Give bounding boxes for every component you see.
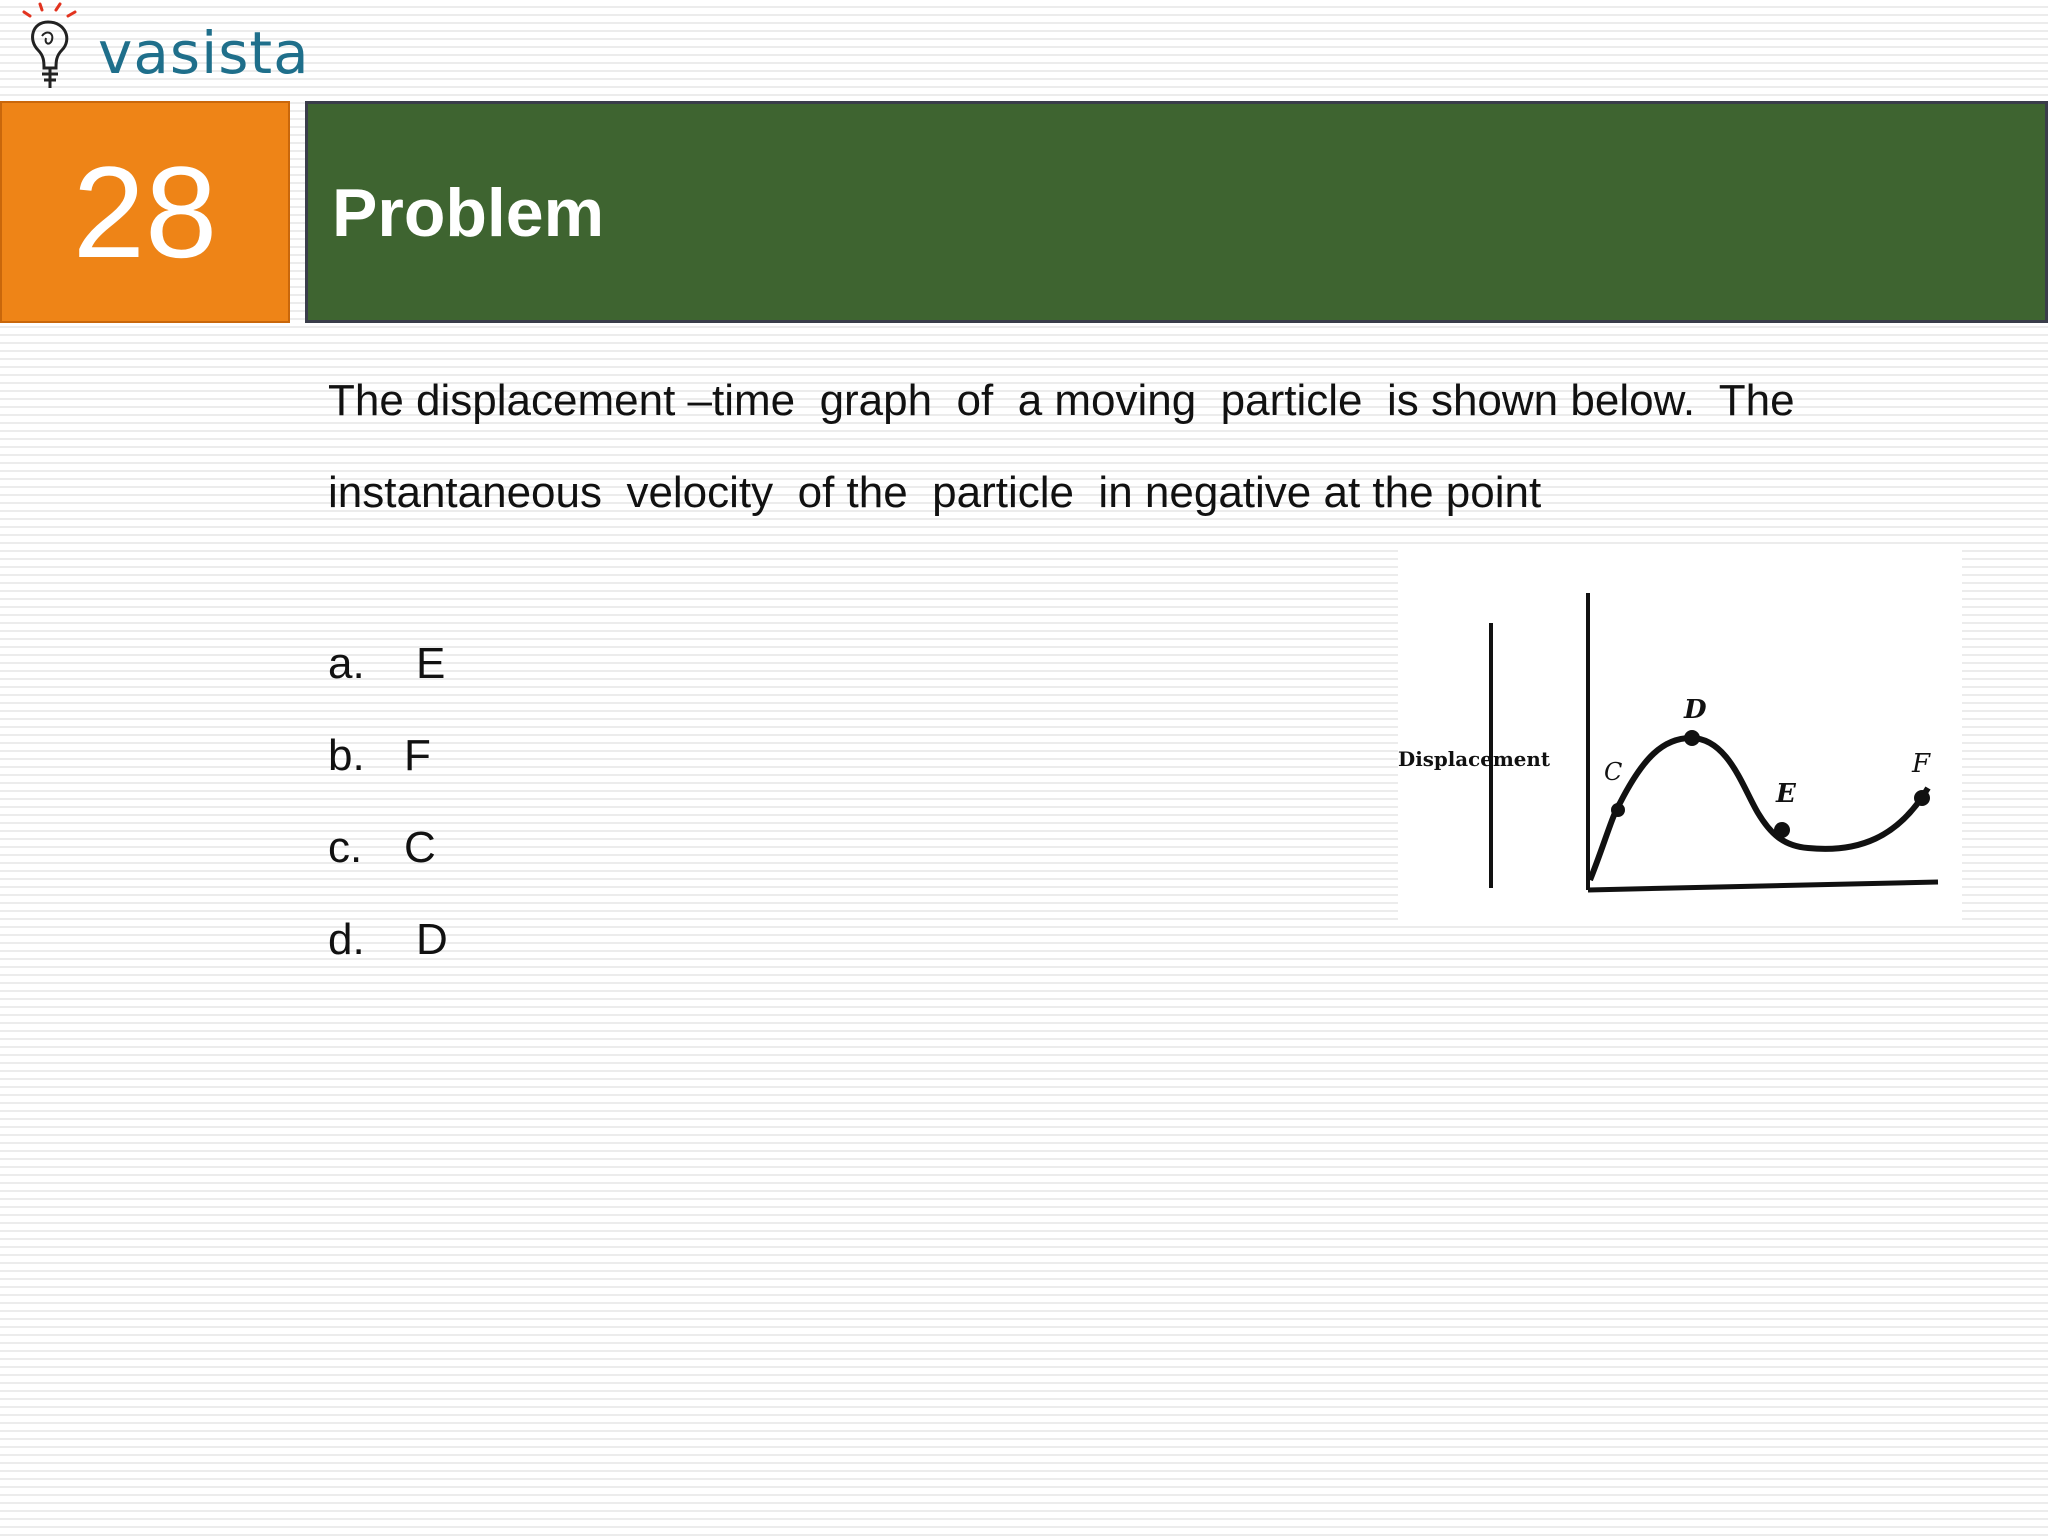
displacement-time-graph	[1398, 548, 1962, 920]
y-axis-label: Displacement	[1398, 747, 1551, 771]
question-line-1: The displacement –time graph of a moving particle is shown below. The	[328, 376, 1795, 425]
point-f-marker	[1914, 790, 1930, 806]
answer-options	[328, 630, 628, 998]
point-d-label: D	[1684, 695, 1707, 725]
lightbulb-icon	[20, 2, 98, 94]
point-c-marker	[1611, 803, 1625, 817]
logo-text: vasista	[98, 19, 310, 87]
option-d[interactable]	[328, 906, 628, 998]
slide-number-box	[0, 101, 290, 323]
option-label: c.	[328, 823, 363, 872]
question-text	[328, 355, 2028, 539]
point-e-marker	[1774, 822, 1790, 838]
slide-title: Problem	[332, 175, 605, 251]
point-f-label: F	[1912, 749, 1931, 779]
option-value: E	[416, 639, 446, 688]
option-c[interactable]	[328, 814, 628, 906]
graph-figure	[1398, 548, 1962, 920]
x-axis	[1588, 882, 1938, 890]
option-b[interactable]	[328, 722, 628, 814]
option-a[interactable]	[328, 630, 628, 722]
point-d-marker	[1684, 730, 1700, 746]
displacement-curve	[1590, 738, 1928, 880]
option-label: d.	[328, 915, 365, 964]
option-value: F	[404, 731, 431, 780]
point-c-label: C	[1604, 758, 1623, 786]
title-bar	[305, 101, 2048, 323]
option-value: D	[416, 915, 448, 964]
point-e-label: E	[1776, 779, 1796, 809]
question-line-2: instantaneous velocity of the particle in negative at the point	[328, 468, 1542, 517]
vasista-logo	[20, 2, 310, 98]
slide-number: 28	[72, 139, 218, 285]
option-value: C	[404, 823, 436, 872]
option-label: b.	[328, 731, 365, 780]
option-label: a.	[328, 639, 365, 688]
